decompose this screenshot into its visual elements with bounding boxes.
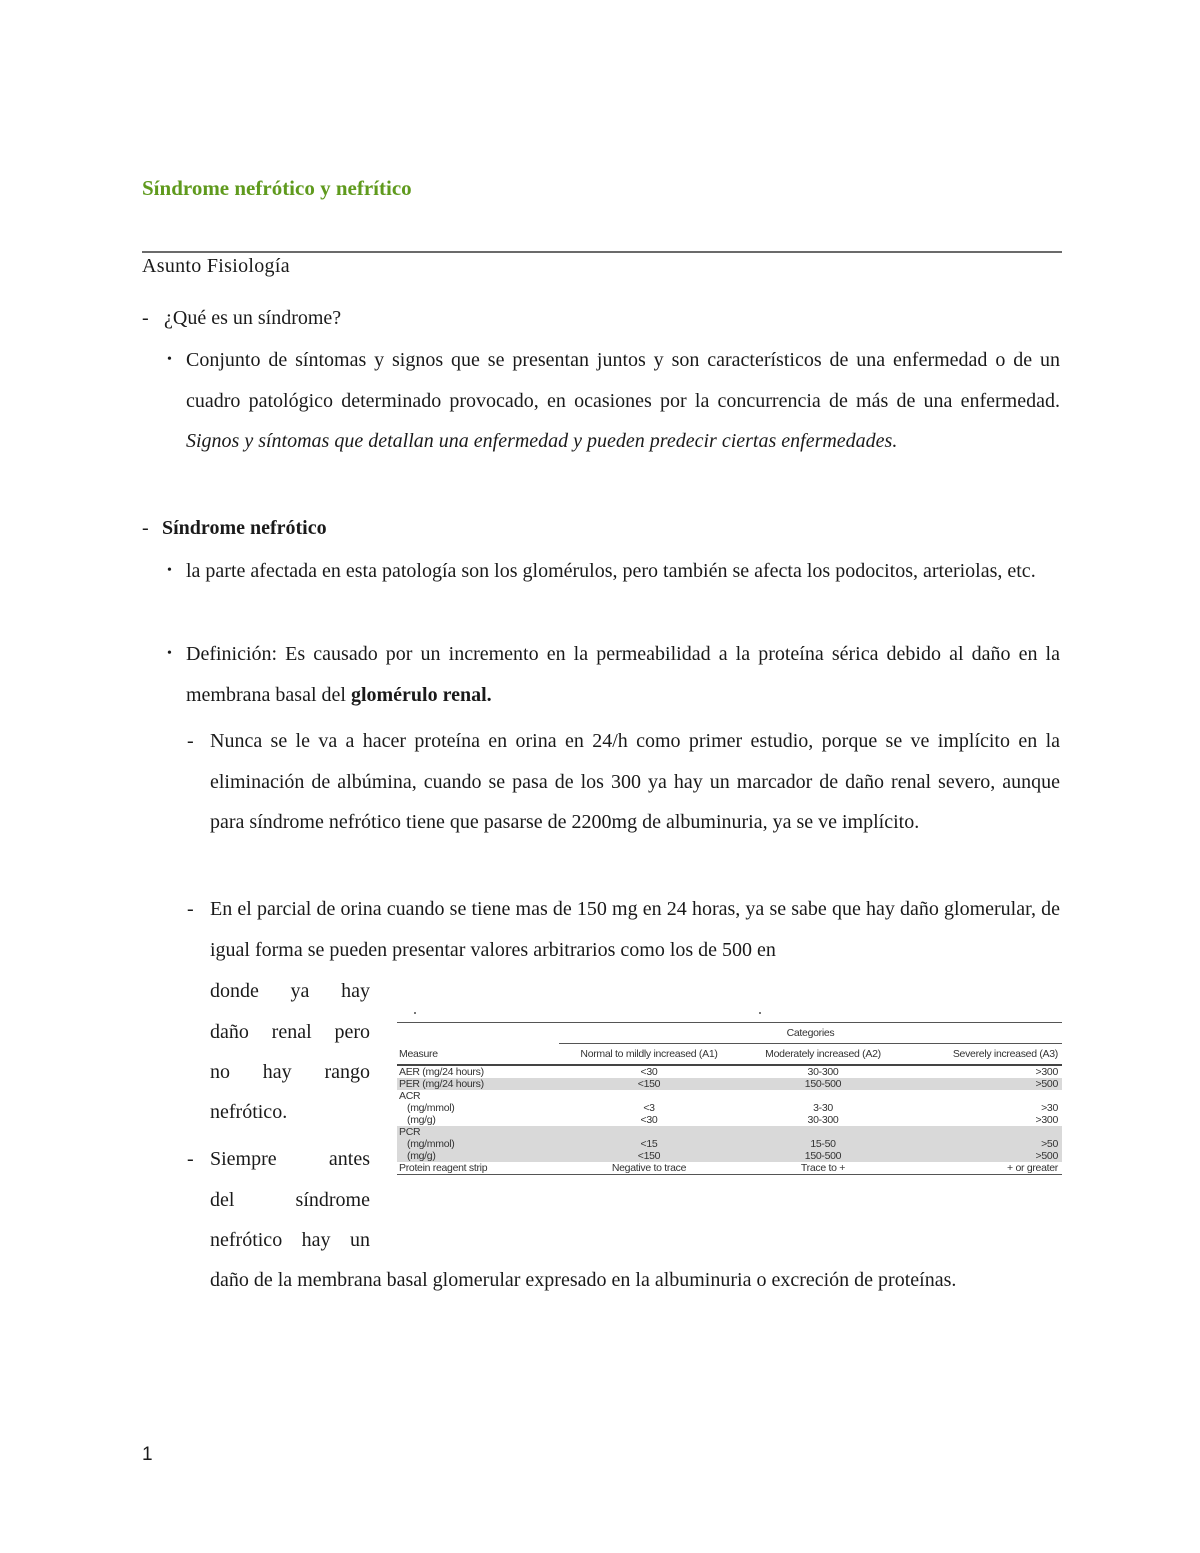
bullet-marker: • <box>167 352 172 367</box>
measure-cell: PER (mg/24 hours) <box>397 1078 559 1090</box>
table-row <box>397 1162 1062 1175</box>
dash-marker: - <box>187 898 194 920</box>
dash-marker: - <box>187 730 194 752</box>
wrapped-line: donde ya hay <box>210 980 370 1002</box>
header-a3: Severely increased (A3) <box>907 1044 1062 1066</box>
membrane-damage-paragraph: daño de la membrana basal glomerular expresado en la albuminuria o excreción de proteínas. <box>210 1269 957 1291</box>
syndrome-definition <box>186 340 1060 462</box>
category-cell-a3: >30 <box>1041 1102 1058 1114</box>
table-row <box>397 1114 1062 1126</box>
measure-cell: (mg/mmol) <box>397 1138 559 1150</box>
category-cell-a1: <15 <box>559 1138 739 1150</box>
measure-cell: (mg/g) <box>397 1150 559 1162</box>
table-row <box>397 1138 1062 1150</box>
definition-plain: Definición: Es causado por un incremento en la permeabilidad a la proteína sérica debido al daño en la membrana basal del <box>186 643 1060 706</box>
categories-label: Categories <box>559 1023 1062 1044</box>
category-cell-a3: >50 <box>907 1138 1062 1150</box>
table-row <box>397 1102 1062 1114</box>
category-cell-a3: >300 <box>1035 1066 1058 1078</box>
definition-text: Conjunto de síntomas y signos que se presentan juntos y son característicos de una enfermedad o de un cuadro patológico determinado provocado, en ocasiones por la concurrencia de más de una enfermedad. <box>186 349 1060 412</box>
wrapped-line: daño renal pero <box>210 1021 370 1043</box>
measure-cell: AER (mg/24 hours) <box>399 1066 484 1078</box>
bullet-marker: • <box>167 563 172 578</box>
title-divider <box>142 251 1062 253</box>
category-cell-a2: 30-300 <box>807 1066 839 1078</box>
category-cell-a2: 15-50 <box>739 1138 907 1150</box>
question-line: ¿Qué es un síndrome? <box>164 307 342 329</box>
urine-protein-paragraph: Nunca se le va a hacer proteína en orina en 24/h como primer estudio, porque se ve implícito en la eliminación de albúmina, cuando se pasa de los 300 ya hay un marcador de daño renal severo, aunque para síndrome nefrótico tiene que pasarse de 2200mg de albuminuria, ya se ve implícito. <box>210 730 1060 833</box>
category-cell-a1 <box>559 1090 739 1102</box>
measure-cell: (mg/mmol) <box>407 1102 455 1114</box>
category-cell-a2: 30-300 <box>807 1114 839 1126</box>
category-cell-a2: 150-500 <box>739 1150 907 1162</box>
measure-cell: PCR <box>397 1126 559 1138</box>
category-cell-a3: >300 <box>1035 1114 1058 1126</box>
category-cell-a2 <box>739 1090 907 1102</box>
document-title: Síndrome nefrótico y nefrítico <box>142 176 412 200</box>
measure-cell: ACR <box>399 1090 421 1102</box>
header-a1: Normal to mildly increased (A1) <box>559 1044 739 1066</box>
wrapped-line: del síndrome <box>210 1189 370 1211</box>
category-cell-a3: >500 <box>907 1078 1062 1090</box>
header-measure: Measure <box>397 1044 559 1066</box>
dash-marker: - <box>187 1148 194 1170</box>
measure-cell: (mg/g) <box>407 1114 436 1126</box>
category-cell-a3 <box>907 1126 1062 1138</box>
table-row <box>397 1150 1062 1162</box>
definition-italic-text: Signos y síntomas que detallan una enfermedad y pueden predecir ciertas enfermedades. <box>186 430 898 452</box>
wrapped-line: no hay rango <box>210 1061 370 1083</box>
table-row <box>397 1090 1062 1102</box>
wrapped-line: nefrótico hay un <box>210 1229 370 1251</box>
subject-line: Asunto Fisiología <box>142 255 290 277</box>
category-cell-a2: 150-500 <box>739 1078 907 1090</box>
category-cell-a2 <box>739 1126 907 1138</box>
measure-cell: Protein reagent strip <box>397 1162 559 1175</box>
category-cell-a1: <3 <box>643 1102 655 1114</box>
category-cell-a1: <150 <box>559 1150 739 1162</box>
dash-marker: - <box>142 307 149 329</box>
table-row <box>397 1078 1062 1090</box>
definition-bold: glomérulo renal. <box>350 683 492 706</box>
bullet-marker: • <box>167 646 172 661</box>
category-cell-a1 <box>559 1126 739 1138</box>
category-cell-a1: Negative to trace <box>559 1162 739 1175</box>
table-row <box>397 1126 1062 1138</box>
table-top-dots <box>397 1012 1062 1022</box>
dash-marker: - <box>142 517 149 539</box>
category-cell-a1: <30 <box>640 1114 658 1126</box>
wrapped-line: nefrótico. <box>210 1101 288 1123</box>
albuminuria-categories-table <box>397 1012 1062 1212</box>
category-cell-a1: <150 <box>559 1078 739 1090</box>
categories-table <box>397 1022 1062 1175</box>
table-row <box>397 1065 1062 1078</box>
category-cell-a3: >500 <box>907 1150 1062 1162</box>
category-cell-a3 <box>907 1090 1062 1102</box>
category-cell-a2: 3-30 <box>813 1102 833 1114</box>
category-cell-a3: + or greater <box>907 1162 1062 1175</box>
definition-paragraph <box>186 634 1060 715</box>
header-a2: Moderately increased (A2) <box>739 1044 907 1066</box>
wrapped-line: Siempre antes <box>210 1148 370 1170</box>
affected-area-text: la parte afectada en esta patología son los glomérulos, pero también se afecta los podocitos, arteriolas, etc. <box>186 560 1036 582</box>
category-cell-a1: <30 <box>640 1066 658 1078</box>
partial-urine-paragraph: En el parcial de orina cuando se tiene mas de 150 mg en 24 horas, ya se sabe que hay daño glomerular, de igual forma se pueden presentar valores arbitrarios como los de 500 en <box>210 898 1060 961</box>
section-heading: Síndrome nefrótico <box>162 517 327 539</box>
category-cell-a2: Trace to + <box>739 1162 907 1175</box>
page-number: 1 <box>142 1444 153 1465</box>
